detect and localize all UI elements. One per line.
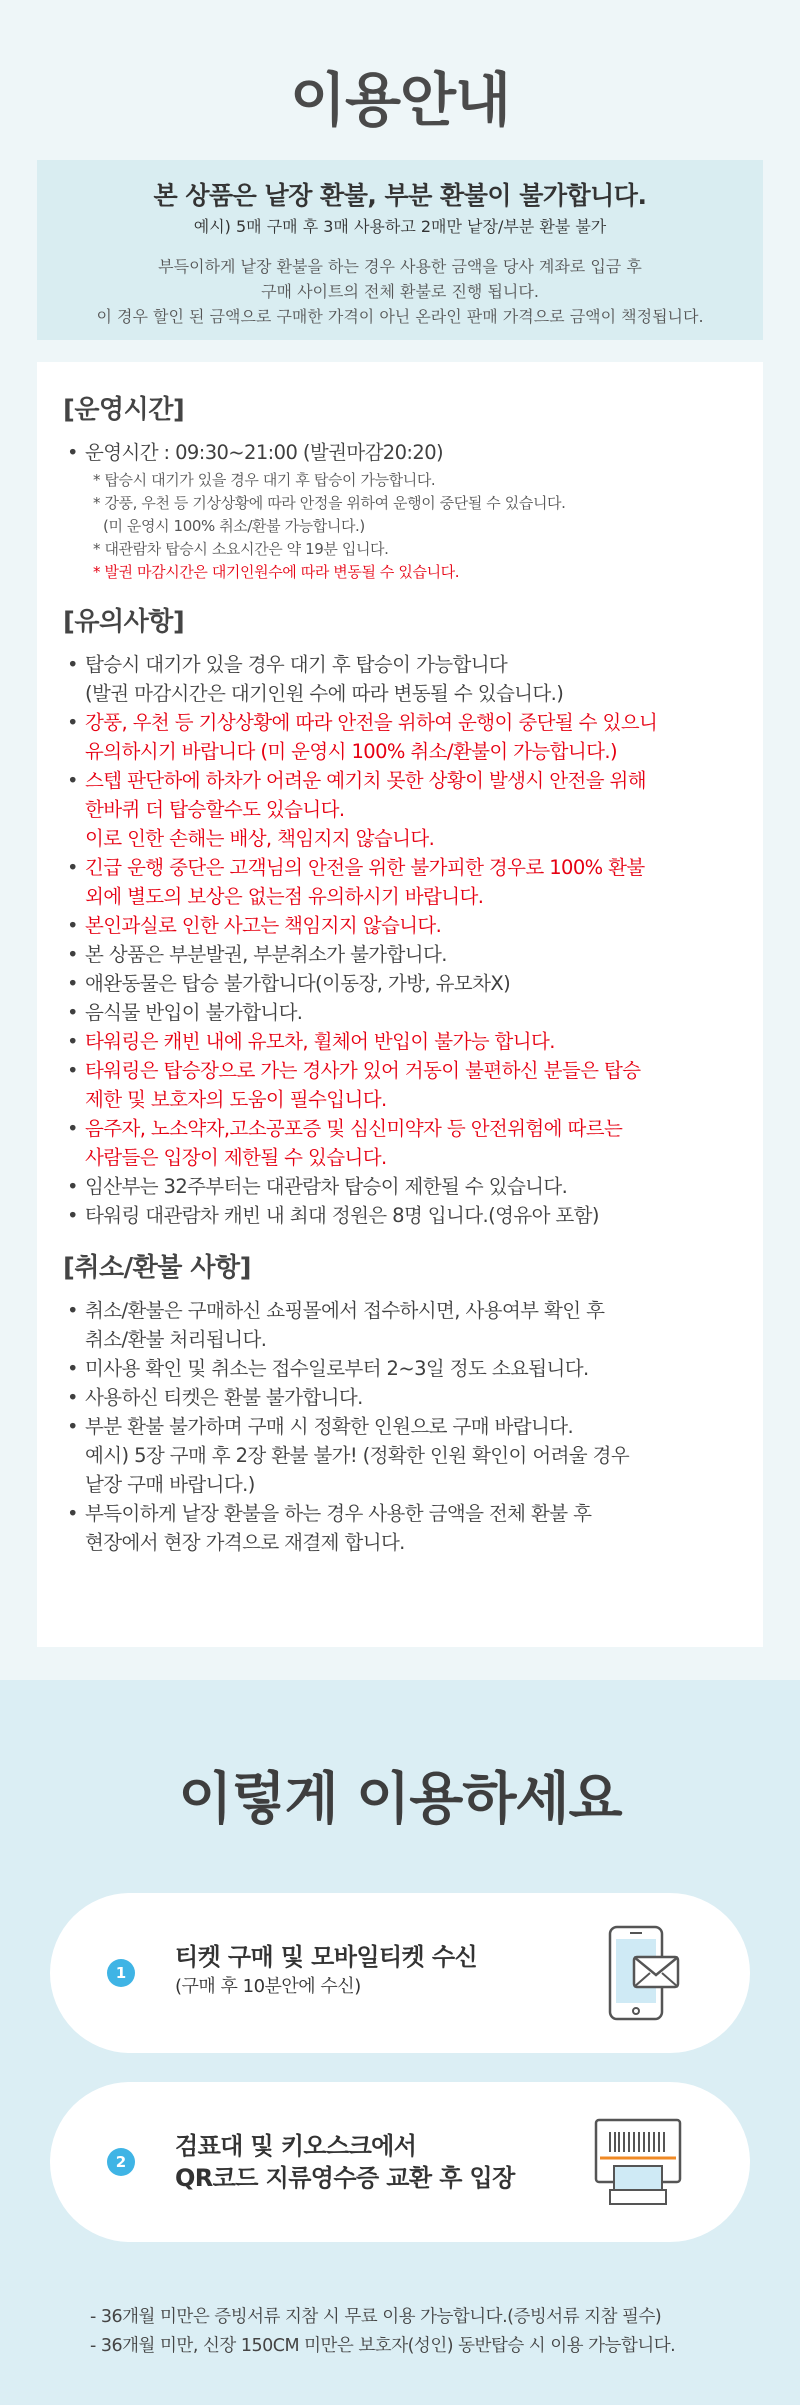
list-item-text: • 임산부는 32주부터는 대관람차 탑승이 제한될 수 있습니다. <box>85 1175 568 1198</box>
list-item-text: 유의하시기 바랍니다 (미 운영시 100% 취소/환불이 가능합니다.) <box>85 740 617 763</box>
howto-footnotes <box>90 2303 675 2361</box>
kiosk-receipt-icon <box>586 2110 690 2214</box>
list-item-text: • 타워링은 캐빈 내에 유모차, 휠체어 반입이 불가능 합니다. <box>85 1030 555 1053</box>
list-item-text: • 강풍, 우천 등 기상상황에 따라 안전을 위하여 운행이 중단될 수 있으니 <box>85 711 658 734</box>
caution-item <box>63 708 737 766</box>
step-number-badge: 1 <box>107 1959 135 1987</box>
cautions-heading: [유의사항] <box>63 607 185 637</box>
list-item-text: • 타워링은 탑승장으로 가는 경사가 있어 거동이 불편하신 분들은 탑승 <box>85 1059 641 1082</box>
notice-headline: 본 상품은 낱장 환불, 부분 환불이 불가합니다. <box>153 181 647 210</box>
list-item-text: 한바퀴 더 탑승할수도 있습니다. <box>85 798 345 821</box>
caution-item <box>63 766 737 853</box>
operation-note: * 탑승시 대기가 있을 경우 대기 후 탑승이 가능합니다. <box>93 471 436 489</box>
operation-note: * 강풍, 우천 등 기상상황에 따라 안정을 위하여 운행이 중단될 수 있습니다. <box>93 494 566 512</box>
step-card-2 <box>50 2082 750 2242</box>
step-subtitle: (구매 후 10분안에 수신) <box>175 1976 361 1997</box>
list-item-text: • 애완동물은 탑승 불가합니다(이동장, 가방, 유모차X) <box>85 972 511 995</box>
refund-item <box>63 1296 737 1354</box>
operation-note: (미 운영시 100% 취소/환불 가능합니다.) <box>103 517 365 535</box>
list-item-text: • 미사용 확인 및 취소는 접수일로부터 2~3일 정도 소요됩니다. <box>85 1357 589 1380</box>
caution-item <box>63 1114 737 1172</box>
list-item-text: 제한 및 보호자의 도움이 필수입니다. <box>85 1088 387 1111</box>
howto-section <box>0 1680 800 2405</box>
refund-notice-box <box>37 160 763 340</box>
step-card-1 <box>50 1893 750 2053</box>
list-item-text: 취소/환불 처리됩니다. <box>85 1328 267 1351</box>
howto-title: 이렇게 이용하세요 <box>178 1767 622 1832</box>
notice-desc-line: 이 경우 할인 된 금액으로 구매한 가격이 아닌 온라인 판매 가격으로 금액이 책정됩니다. <box>96 307 704 326</box>
step-number-badge: 2 <box>107 2148 135 2176</box>
step-title: 티켓 구매 및 모바일티켓 수신 <box>175 1943 478 1971</box>
list-item-text: • 취소/환불은 구매하신 쇼핑몰에서 접수하시면, 사용여부 확인 후 <box>85 1299 605 1322</box>
list-item-text: (발권 마감시간은 대기인원 수에 따라 변동될 수 있습니다.) <box>85 682 564 705</box>
step-text <box>175 2130 515 2194</box>
caution-item <box>63 998 737 1027</box>
list-item-text: 현장에서 현장 가격으로 재결제 합니다. <box>85 1531 405 1554</box>
caution-item <box>63 1027 737 1056</box>
operation-note-warning: * 발권 마감시간은 대기인원수에 따라 변동될 수 있습니다. <box>93 563 460 581</box>
list-item-text: 외에 별도의 보상은 없는점 유의하시기 바랍니다. <box>85 885 484 908</box>
caution-item <box>63 650 737 708</box>
caution-item <box>63 853 737 911</box>
operation-note: * 대관람차 탑승시 소요시간은 약 19분 입니다. <box>93 540 389 558</box>
list-item-text: • 타워링 대관람차 캐빈 내 최대 정원은 8명 입니다.(영유아 포함) <box>85 1204 599 1227</box>
refund-list <box>63 1296 737 1557</box>
list-item-text: 사람들은 입장이 제한될 수 있습니다. <box>85 1146 387 1169</box>
list-item-text: 이로 인한 손해는 배상, 책임지지 않습니다. <box>85 827 435 850</box>
cautions-list <box>63 650 737 1230</box>
step-text <box>175 1941 477 2001</box>
list-item-text: • 부득이하게 낱장 환불을 하는 경우 사용한 금액을 전체 환불 후 <box>85 1502 592 1525</box>
list-item-text: 낱장 구매 바랍니다.) <box>85 1473 255 1496</box>
caution-item <box>63 1201 737 1230</box>
step-title-line2: QR코드 지류영수증 교환 후 입장 <box>175 2164 515 2192</box>
footnote: - 36개월 미만은 증빙서류 지참 시 무료 이용 가능합니다.(증빙서류 지참 필수) <box>90 2307 662 2327</box>
refund-item <box>63 1412 737 1499</box>
list-item-text: • 사용하신 티켓은 환불 불가합니다. <box>85 1386 363 1409</box>
list-item-text: • 부분 환불 불가하며 구매 시 정확한 인원으로 구매 바랍니다. <box>85 1415 574 1438</box>
list-item-text: • 음식물 반입이 불가합니다. <box>85 1001 303 1024</box>
list-item-text: • 긴급 운행 중단은 고객님의 안전을 위한 불가피한 경우로 100% 환불 <box>85 856 645 879</box>
caution-item <box>63 911 737 940</box>
refund-heading: [취소/환불 사항] <box>63 1253 252 1283</box>
notice-example: 예시) 5매 구매 후 3매 사용하고 2매만 낱장/부분 환불 불가 <box>193 217 607 236</box>
notice-description <box>37 254 763 329</box>
list-item-text: • 음주자, 노소약자,고소공포증 및 심신미약자 등 안전위험에 따르는 <box>85 1117 623 1140</box>
notice-desc-line: 부득이하게 낱장 환불을 하는 경우 사용한 금액을 당사 계좌로 입금 후 <box>158 257 642 276</box>
list-item-text: • 스텝 판단하에 하차가 어려운 예기치 못한 상황이 발생시 안전을 위해 <box>85 769 647 792</box>
list-item-text: 예시) 5장 구매 후 2장 환불 불가! (정확한 인원 확인이 어려울 경우 <box>85 1444 630 1467</box>
refund-item <box>63 1499 737 1557</box>
mobile-ticket-icon <box>586 1921 690 2025</box>
footnote: - 36개월 미만, 신장 150CM 미만은 보호자(성인) 동반탑승 시 이용 가능합니다. <box>90 2336 676 2356</box>
usage-info-title: 이용안내 <box>289 66 511 134</box>
refund-item <box>63 1354 737 1383</box>
list-item-text: • 본 상품은 부분발권, 부분취소가 불가합니다. <box>85 943 447 966</box>
list-item-text: • 탑승시 대기가 있을 경우 대기 후 탑승이 가능합니다 <box>85 653 508 676</box>
operation-list <box>63 438 737 467</box>
detail-box <box>37 362 763 1647</box>
list-item-text: • 본인과실로 인한 사고는 책임지지 않습니다. <box>85 914 442 937</box>
operation-heading: [운영시간] <box>63 395 185 425</box>
step-title: 검표대 및 키오스크에서 <box>175 2132 417 2160</box>
caution-item <box>63 1056 737 1114</box>
notice-desc-line: 구매 사이트의 전체 환불로 진행 됩니다. <box>261 282 539 301</box>
caution-item <box>63 1172 737 1201</box>
refund-item <box>63 1383 737 1412</box>
operation-hours: • 운영시간 : 09:30~21:00 (발권마감20:20) <box>63 438 737 467</box>
operation-notes <box>63 469 737 584</box>
caution-item <box>63 940 737 969</box>
caution-item <box>63 969 737 998</box>
